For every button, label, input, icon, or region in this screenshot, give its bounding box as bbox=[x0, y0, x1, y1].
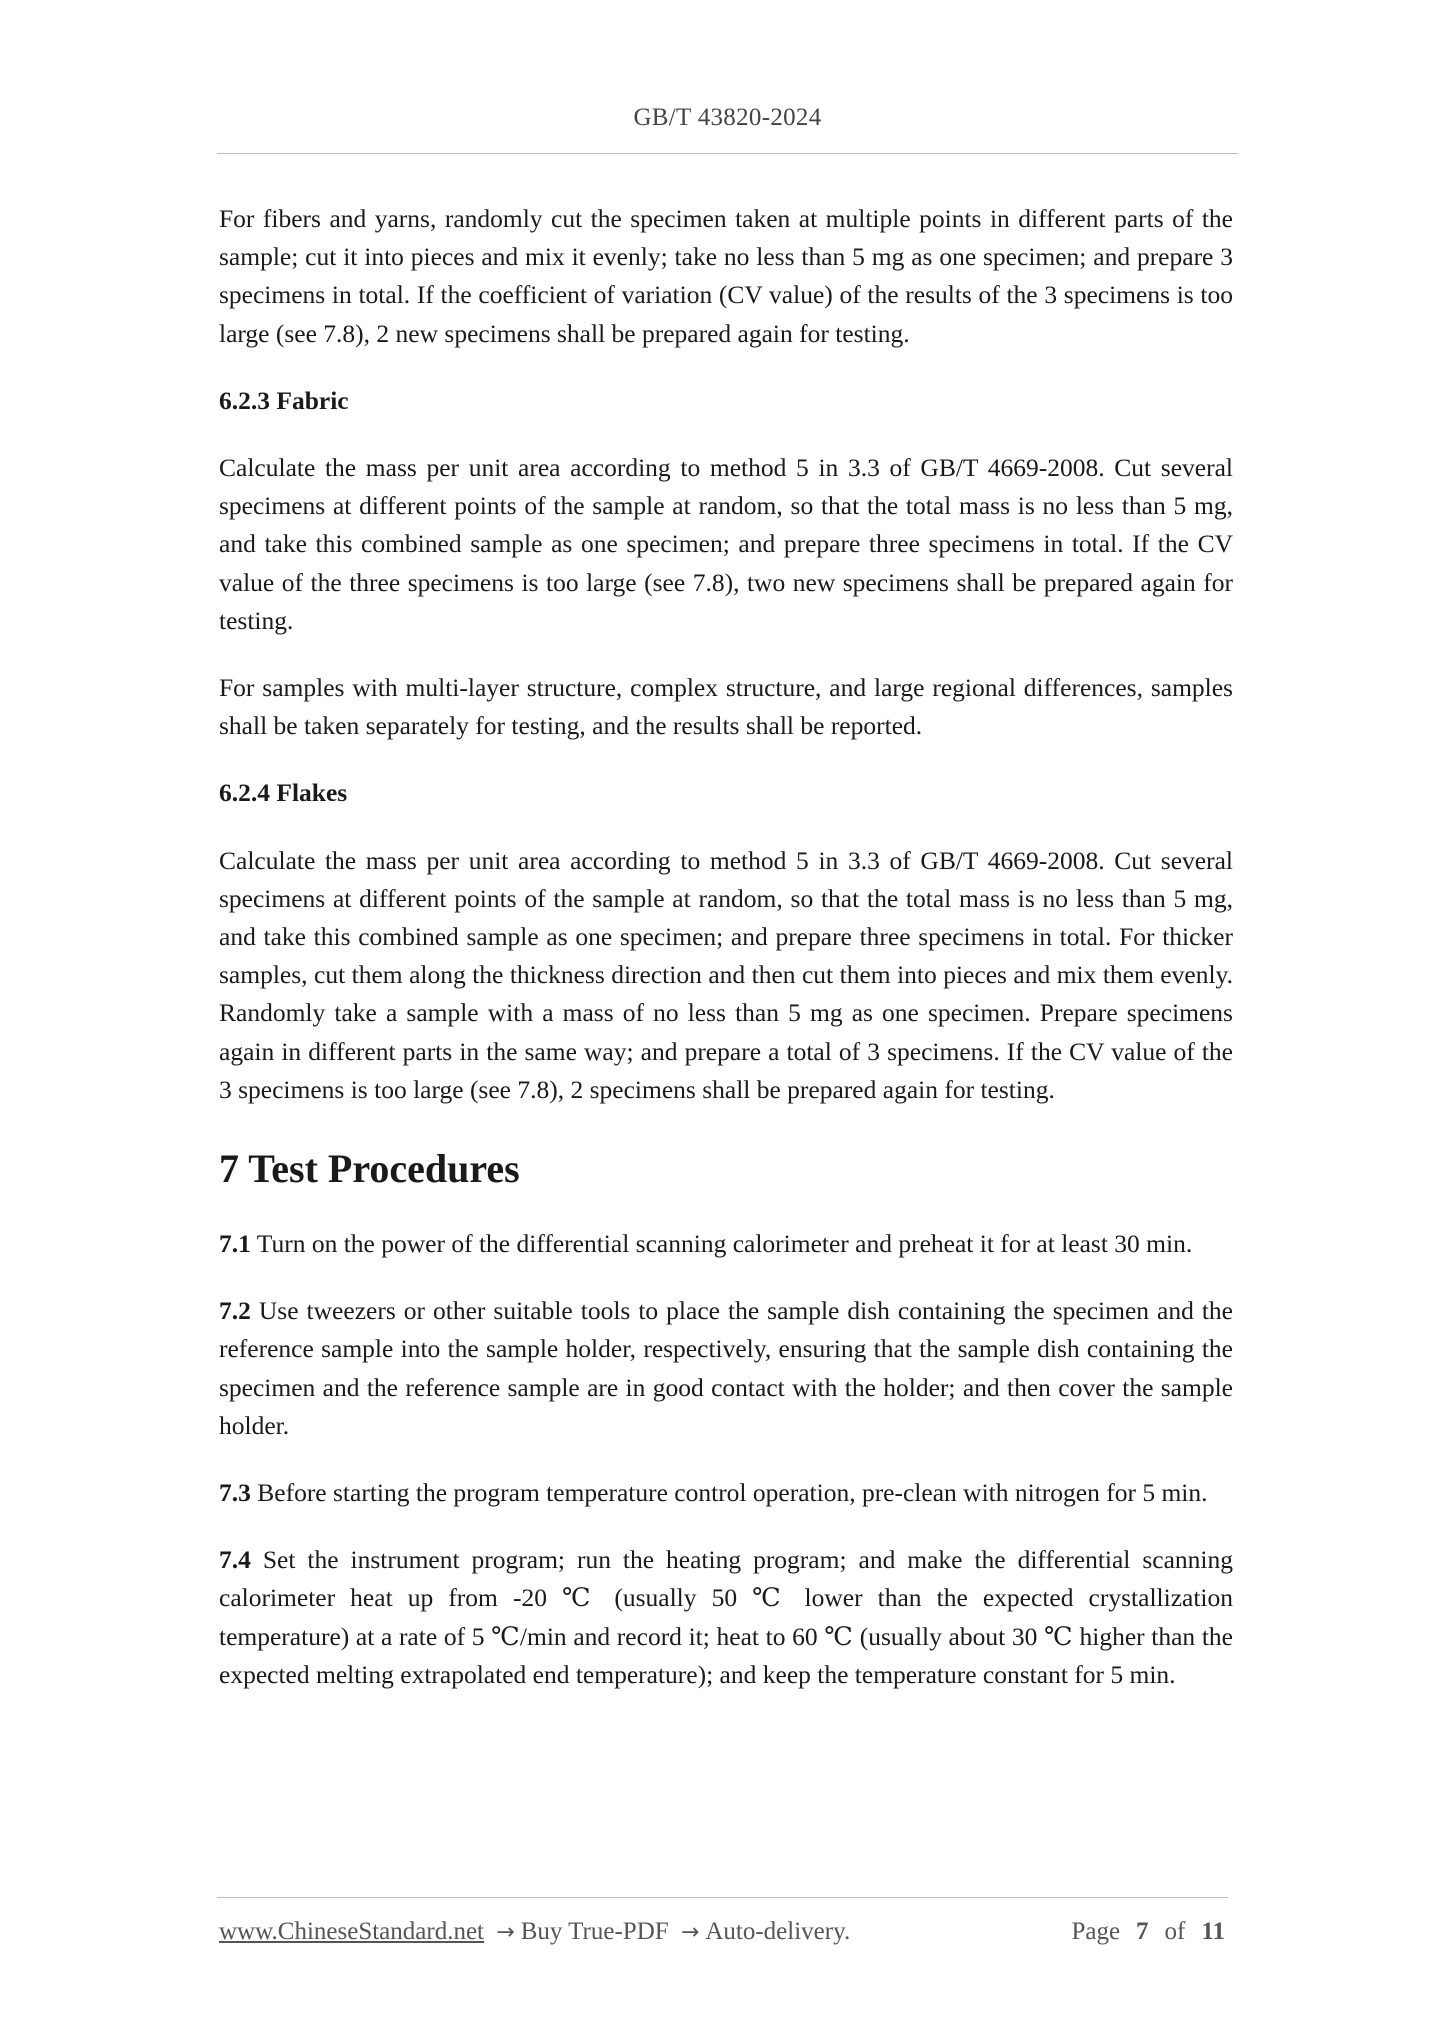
website-link[interactable]: www.ChineseStandard.net bbox=[219, 1918, 484, 1945]
clause-number: 7.2 bbox=[219, 1296, 251, 1326]
delivery-text: Auto-delivery. bbox=[705, 1918, 851, 1945]
heading-6-2-4: 6.2.4 Flakes bbox=[219, 778, 348, 808]
clause-7-4 bbox=[219, 1541, 1233, 1694]
buy-text: Buy True-PDF bbox=[520, 1918, 669, 1945]
page-header: GB/T 43820-2024 bbox=[633, 104, 822, 131]
header-divider bbox=[217, 153, 1238, 154]
clause-7-3 bbox=[219, 1474, 1233, 1512]
page-content bbox=[219, 200, 1233, 1723]
paragraph-flakes: Calculate the mass per unit area according to method 5 in 3.3 of GB/T 4669-2008. Cut several specimens at different points of the sample at random, so that the total mass is no less than 5 mg, and take this combined sample as one specimen; and prepare three specimens in total. For thicker samples, cut them along the thickness direction and then cut them into pieces and mix them evenly. Randomly take a sample with a mass of no less than 5 mg as one specimen. Prepare specimens again in different parts in the same way; and prepare a total of 3 specimens. If the CV value of the 3 specimens is too large (see 7.8), 2 specimens shall be prepared again for testing. bbox=[219, 845, 1233, 1104]
paragraph-fabric-2: For samples with multi-layer structure, complex structure, and large regional differences, samples shall be taken separately for testing, and the results shall be reported. bbox=[219, 673, 1233, 741]
paragraph-fabric-1: Calculate the mass per unit area according to method 5 in 3.3 of GB/T 4669-2008. Cut several specimens at different points of the sample at random, so that the total mass is no less than 5 mg, and take this combined sample as one specimen; and prepare three specimens in total. If the CV value of the three specimens is too large (see 7.8), two new specimens shall be prepared again for testing. bbox=[219, 453, 1233, 635]
page-of: of bbox=[1164, 1918, 1186, 1945]
arrow-right-icon: → bbox=[680, 1920, 700, 1945]
heading-6-2-3: 6.2.3 Fabric bbox=[219, 385, 349, 415]
clause-number: 7.4 bbox=[219, 1545, 251, 1575]
clause-7-2 bbox=[219, 1292, 1233, 1445]
paragraph-fibers: For fibers and yarns, randomly cut the specimen taken at multiple points in different parts of the sample; cut it into pieces and mix it evenly; take no less than 5 mg as one specimen; and prepare 3 specimens in total. If the coefficient of variation (CV value) of the results of the 3 specimens is too large (see 7.8), 2 new specimens shall be prepared again for testing. bbox=[219, 204, 1233, 348]
page-current: 7 bbox=[1136, 1918, 1149, 1945]
clause-text: Before starting the program temperature control operation, pre-clean with nitrogen for 5 min. bbox=[257, 1478, 1208, 1508]
page-label: Page bbox=[1071, 1918, 1121, 1945]
page-number bbox=[1071, 1918, 1225, 1946]
clause-text: Turn on the power of the differential scanning calorimeter and preheat it for at least 30 min. bbox=[256, 1229, 1193, 1259]
clause-7-1 bbox=[219, 1225, 1233, 1263]
footer-divider bbox=[217, 1897, 1228, 1898]
clause-number: 7.3 bbox=[219, 1478, 251, 1508]
page-total: 11 bbox=[1201, 1918, 1225, 1945]
clause-text: Set the instrument program; run the heating program; and make the differential scanning calorimeter heat up from -20 ℃ (usually 50 ℃ lower than the expected crystallization temperature) at a rate of 5 ℃/min and record it; heat to 60 ℃ (usually about 30 ℃ higher than the expected melting extrapolated end temperature); and keep the temperature constant for 5 min. bbox=[219, 1545, 1233, 1689]
section-7-title: 7 Test Procedures bbox=[219, 1146, 520, 1192]
page-footer bbox=[219, 1918, 1225, 1946]
arrow-right-icon: → bbox=[496, 1920, 515, 1945]
footer-promo bbox=[219, 1918, 850, 1946]
clause-number: 7.1 bbox=[219, 1229, 251, 1259]
clause-text: Use tweezers or other suitable tools to place the sample dish containing the specimen and the reference sample into the sample holder, respectively, ensuring that the sample dish containing the specimen and the reference sample are in good contact with the holder; and then cover the sample holder. bbox=[219, 1296, 1234, 1440]
